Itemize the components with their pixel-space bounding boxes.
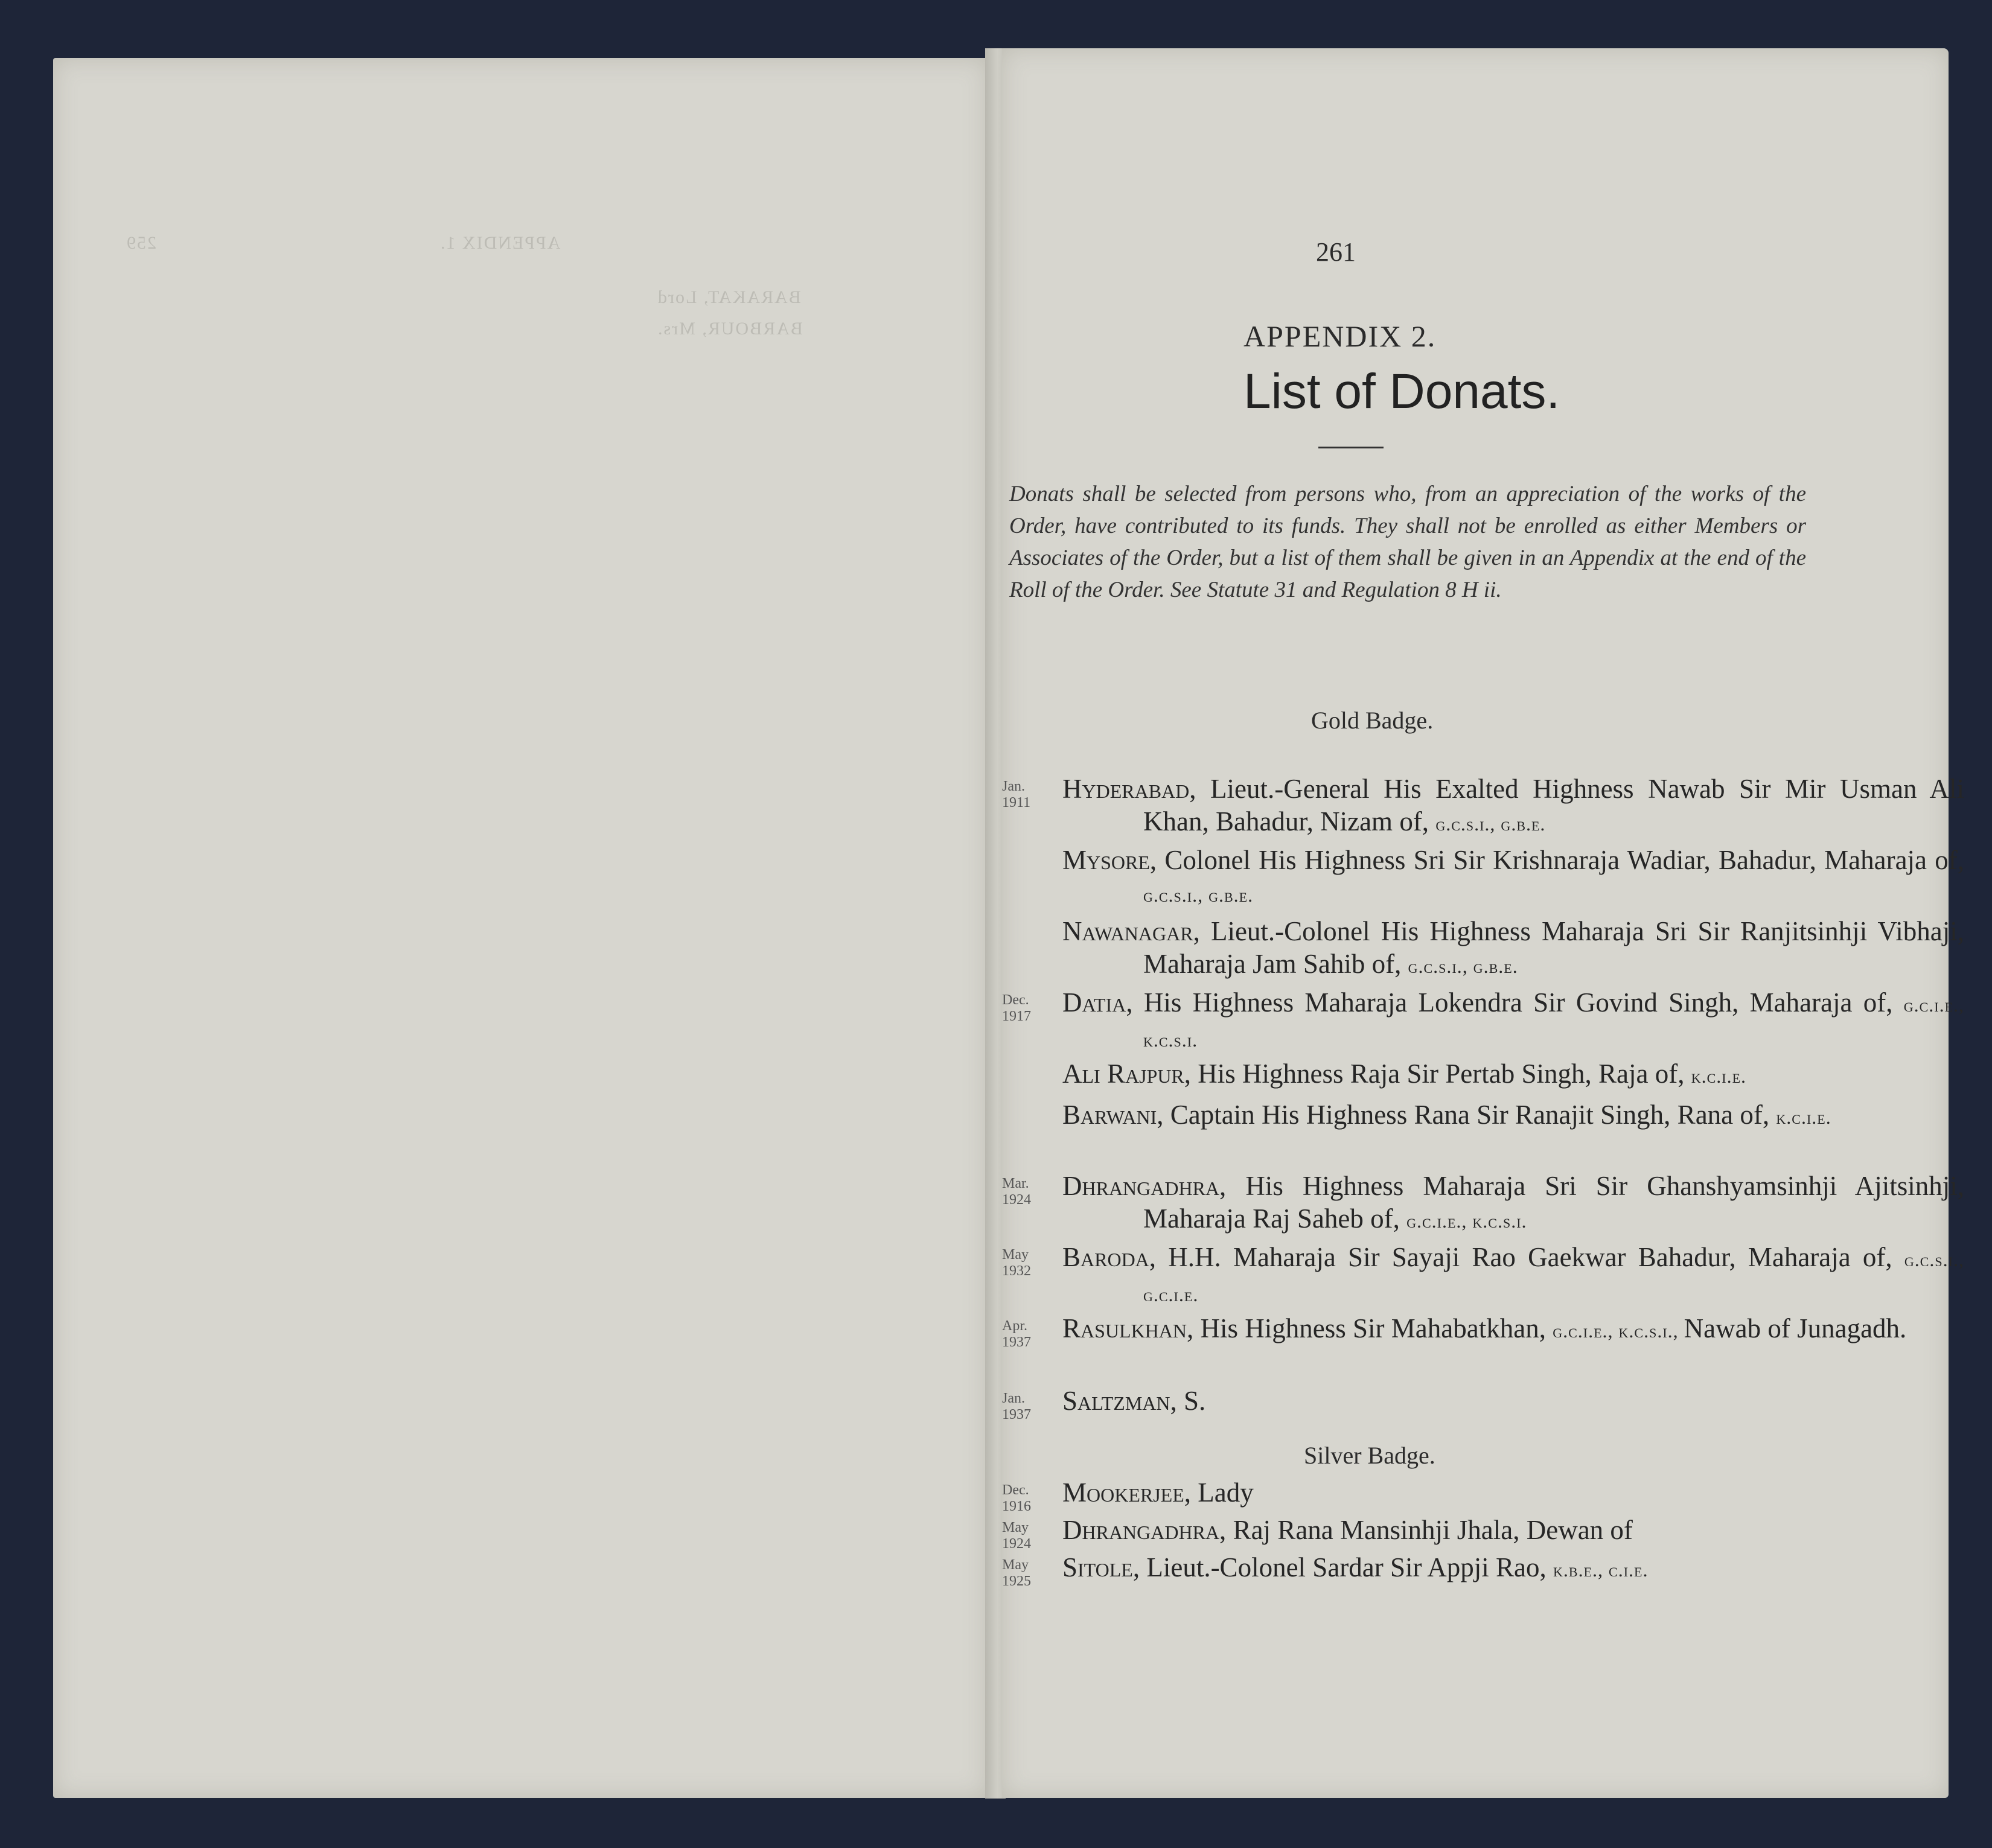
entry-date: Dec. 1917 xyxy=(1002,992,1031,1024)
entry-text xyxy=(1062,844,1964,911)
entry-name: Ali Rajpur, xyxy=(1062,1059,1192,1089)
entry-honours: g.c.i.e., k.c.s.i. xyxy=(1143,994,1965,1051)
ghost-heading: APPENDIX 1. xyxy=(439,233,561,253)
entry-text xyxy=(1062,1098,1964,1133)
ghost-line: BARAKAT, Lord xyxy=(657,287,801,307)
entry-honours: g.c.s.i., g.c.i.e. xyxy=(1143,1249,1964,1305)
entry-text xyxy=(1062,1241,1964,1311)
entry-date: Apr. 1937 xyxy=(1002,1318,1031,1350)
entry-honours: g.c.i.e., k.c.s.i., xyxy=(1553,1320,1684,1342)
entry-text xyxy=(1062,915,1964,983)
silver-badge-heading: Silver Badge. xyxy=(1304,1442,1435,1469)
entry-honours: k.c.i.e. xyxy=(1691,1065,1747,1087)
entry-name: Sitole, xyxy=(1062,1552,1140,1582)
entry-name: Datia, xyxy=(1062,987,1133,1018)
entry-date: May 1925 xyxy=(1002,1557,1031,1589)
entry-description: H.H. Maharaja Sir Sayaji Rao Gaekwar Bahadur, Maharaja of, xyxy=(1168,1242,1892,1272)
entry-text xyxy=(1062,1057,1964,1092)
entry-honours: k.c.i.e. xyxy=(1776,1106,1831,1128)
entry-description: His Highness Maharaja Sri Sir Ghanshyamsinhji Ajitsinhji, Maharaja Raj Saheb of, xyxy=(1143,1171,1965,1234)
gold-badge-heading: Gold Badge. xyxy=(1311,707,1434,734)
entry-name: Mookerjee, xyxy=(1062,1477,1192,1508)
ghost-line: BARBOUR, Mrs. xyxy=(657,319,803,339)
appendix-heading: APPENDIX 2. xyxy=(1243,319,1437,353)
entry-honours: k.b.e., c.i.e. xyxy=(1553,1559,1649,1581)
entry-date: May 1932 xyxy=(1002,1247,1031,1279)
entry-text xyxy=(1062,1384,1964,1417)
entry-description: Lieut.-Colonel Sardar Sir Appji Rao, xyxy=(1146,1552,1547,1582)
entry-text xyxy=(1062,1312,1964,1347)
ghost-page-number: 259 xyxy=(126,233,156,253)
entry-honours: g.c.s.i., g.b.e. xyxy=(1143,884,1254,906)
entry-text xyxy=(1062,1551,1964,1586)
intro-paragraph: Donats shall be selected from persons who, from an appreciation of the works of the Order, have contributed to its funds. They shall not be enrolled as either Members or Associates of the Order, but a list of them shall be given in an Appendix at the end of the Roll of the Order. See Statute 31 and Regulation 8 H ii. xyxy=(1009,482,1806,602)
entry-date: May 1924 xyxy=(1002,1520,1031,1552)
entry-description: His Highness Maharaja Lokendra Sir Govind Singh, Maharaja of, xyxy=(1143,987,1893,1018)
entry-date: Jan. 1911 xyxy=(1002,779,1031,811)
title-rule xyxy=(1318,447,1384,448)
entry-name: Rasulkhan, xyxy=(1062,1313,1194,1343)
entry-tail: Nawab of Junagadh. xyxy=(1684,1313,1907,1343)
entry-name: Dhrangadhra, xyxy=(1062,1515,1227,1545)
entry-date: Dec. 1916 xyxy=(1002,1482,1031,1514)
entry-honours: g.c.s.i., g.b.e. xyxy=(1435,813,1546,835)
entry-text xyxy=(1062,986,1964,1056)
entry-text xyxy=(1062,1476,1964,1509)
entry-name: Barwani, xyxy=(1062,1100,1164,1130)
entry-honours: g.c.s.i., g.b.e. xyxy=(1408,955,1518,977)
entry-description: His Highness Sir Mahabatkhan, xyxy=(1200,1313,1546,1343)
entry-honours: g.c.i.e., k.c.s.i. xyxy=(1406,1210,1527,1232)
entry-name: Baroda, xyxy=(1062,1242,1157,1272)
entry-description: His Highness Raja Sir Pertab Singh, Raja of, xyxy=(1198,1059,1685,1089)
entry-date: Jan. 1937 xyxy=(1002,1391,1031,1423)
entry-name: Hyderabad, xyxy=(1062,774,1196,804)
entry-description: Captain His Highness Rana Sir Ranajit Singh, Rana of, xyxy=(1170,1100,1770,1130)
entry-description: Raj Rana Mansinhji Jhala, Dewan of xyxy=(1233,1515,1633,1545)
entry-text xyxy=(1062,1514,1964,1546)
entry-name: Dhrangadhra, xyxy=(1062,1171,1227,1201)
entry-description: S. xyxy=(1184,1386,1206,1416)
entry-date: Mar. 1924 xyxy=(1002,1176,1031,1208)
entry-text xyxy=(1062,1170,1964,1237)
entry-name: Saltzman, xyxy=(1062,1386,1177,1416)
entry-text xyxy=(1062,773,1964,840)
page-number: 261 xyxy=(1316,237,1356,267)
entry-name: Nawanagar, xyxy=(1062,916,1200,946)
entry-name: Mysore, xyxy=(1062,845,1157,875)
list-title: List of Donats. xyxy=(1243,364,1560,419)
right-page xyxy=(1002,48,1965,1798)
left-page xyxy=(53,58,988,1798)
entry-description: Lieut.-Colonel His Highness Maharaja Sri Sir Ranjitsinhji Vibhaji, Maharaja Jam Sahib of, xyxy=(1143,916,1965,979)
entry-description: Lady xyxy=(1198,1477,1254,1508)
entry-description: Lieut.-General His Exalted Highness Nawab Sir Mir Usman Ali Khan, Bahadur, Nizam of, xyxy=(1143,774,1965,836)
entry-description: Colonel His Highness Sri Sir Krishnaraja Wadiar, Bahadur, Maharaja of, xyxy=(1164,845,1964,875)
